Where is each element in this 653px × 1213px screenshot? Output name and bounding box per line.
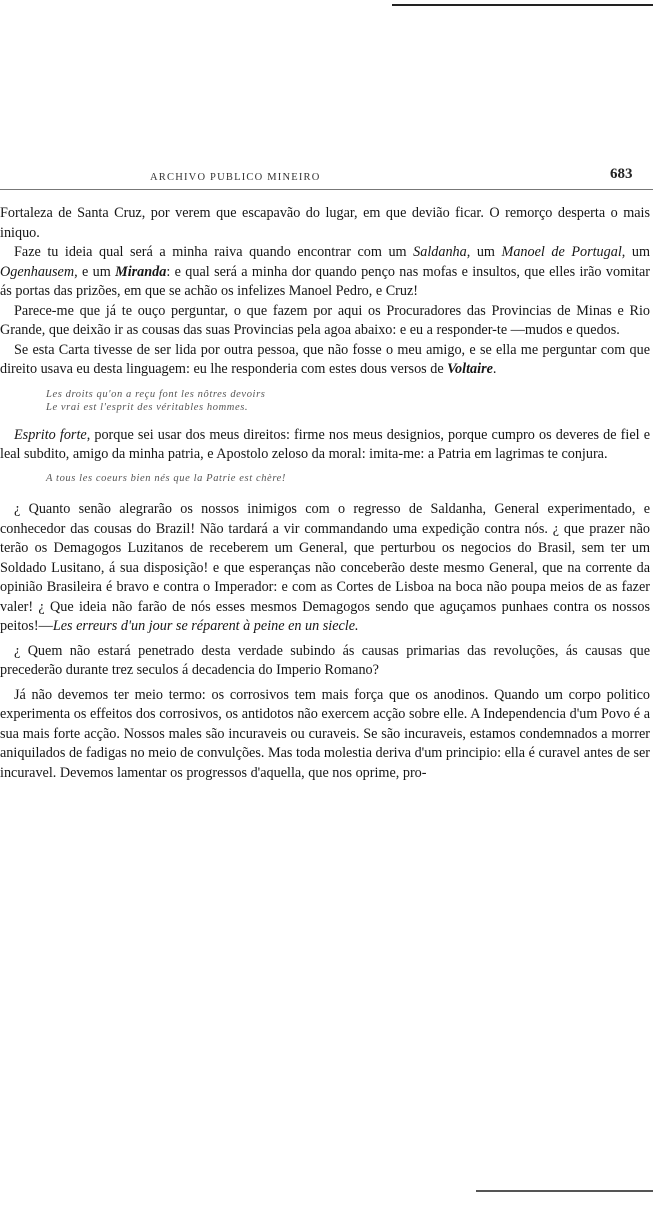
header-rule: [0, 189, 653, 190]
paragraph-7: ¿ Quem não estará penetrado desta verdade subindo ás causas primarias das revoluções, ás causas que precederão durante trez seculos á decadencia do Imperio Romano?: [0, 642, 650, 678]
paragraph-6: [0, 500, 650, 637]
paragraph-2-text-c: , um: [466, 244, 502, 260]
body-text: [0, 204, 650, 783]
verse-line-2: Le vrai est l'esprit des véritables hommes.: [46, 401, 249, 413]
page-header: [0, 160, 653, 190]
paragraph-2-text-e: , um: [621, 244, 650, 260]
paragraph-6-quote: Les erreurs d'un jour se réparent à peine en un siecle.: [52, 618, 359, 634]
name-voltaire: Voltaire: [447, 361, 493, 377]
paragraph-5: [0, 426, 650, 465]
paragraph-3: Parece-me que já te ouço perguntar, o que fazem por aqui os Procuradores das Provincias de Minas e Rio Grande, que deixão ir as cousas das suas Provincias pela agoa abaixo: e eu a responder-te —mudos e quedos.: [0, 302, 650, 338]
page-number: 683: [610, 166, 633, 182]
paragraph-4-text-c: .: [492, 361, 497, 377]
running-head: ARCHIVO PUBLICO MINEIRO: [150, 172, 321, 183]
name-saldanha: Saldanha: [413, 244, 467, 260]
verse-quote: [46, 388, 650, 414]
name-manoel-de-portugal: Manoel de Portugal: [501, 244, 622, 260]
paragraph-6-text-a: ¿ Quanto senão alegrarão os nossos inimigos com o regresso de Saldanha, General experimentado, e conhecedor das cousas do Brazil! Não tardará a vir commandando uma expedição contra nós. ¿ que prazer não terão os Demagogos Luzitanos de receberem um General, que perturbou os negocios do Brasil, sem ter um Soldado Lusitano, á sua disposição! e que esperanças não conceberão deste mesmo General, que na corrente da opinião Brasileira é bravo e contra o Imperador: e com as Cortes de Lisboa na boca não poupa meios de as fazer valer! ¿ Que ideia não farão de nós esses mesmos Demagogos sendo que aguçamos punhaes contra os nossos peitos!—: [0, 501, 650, 634]
paragraph-8: Já não devemos ter meio termo: os corrosivos tem mais força que os anodinos. Quando um corpo politico experimenta os effeitos dos corrosivos, os antidotos não exercem acção sobre elle. A Independencia d'um Povo é a sua mais forte acção. Nossos males são incuraveis ou curaveis. Se são incuraveis, estamos condemnados a morrer aniquilados de fadigas no meio de convulções. Mas toda molestia deriva d'um principio: ella é curavel antes de ser incuravel. Devemos lamentar os progressos d'aquella, que nos oprime, pro-: [0, 686, 650, 781]
paragraph-2: [0, 243, 650, 302]
paragraph-5-text-b: , porque sei usar dos meus direitos: firme nos meus designios, porque cumpro os deveres de fiel e leal subdito, amigo da minha patria, e Apostolo zeloso da moral: imita-me: a Patria em lagrimas te conjura.: [0, 426, 650, 462]
paragraph-2-text-i: : e qual será a minha dor quando penço nas mofas e insultos, que elles irão vomitar ás portas das prizões, em que se achão os infelizes Manoel Pedro, e Cruz!: [0, 263, 650, 299]
top-edge-rule: [392, 4, 653, 6]
paragraph-2-text-a: Faze tu ideia qual será a minha raiva quando encontrar com um: [14, 244, 414, 260]
paragraph-4-text-a: Se esta Carta tivesse de ser lida por outra pessoa, que não fosse o meu amigo, e se ella me perguntar com que direito usava eu desta linguagem: eu lhe responderia com estes dous versos de: [0, 341, 650, 377]
name-miranda: Miranda: [115, 263, 167, 280]
esprito-forte: Esprito forte: [14, 426, 87, 443]
name-ogenhausem: Ogenhausem: [0, 263, 75, 280]
verse-line-1: Les droits qu'on a reçu font les nôtres devoirs: [46, 388, 266, 400]
bottom-edge-rule: [476, 1190, 653, 1192]
paragraph-1-text-b: O remorço desperta o mais iniquo.: [0, 205, 651, 241]
paragraph-1-text-a: Fortaleza de Santa Cruz, por verem que escapavão do lugar, em que devião ficar.: [0, 205, 484, 221]
paragraph-2-text-g: , e um: [74, 263, 116, 280]
paragraph-1: [0, 204, 650, 243]
paragraph-4: [0, 341, 650, 380]
citation-quote: A tous les coeurs bien nés que la Patrie est chère!: [46, 472, 286, 484]
